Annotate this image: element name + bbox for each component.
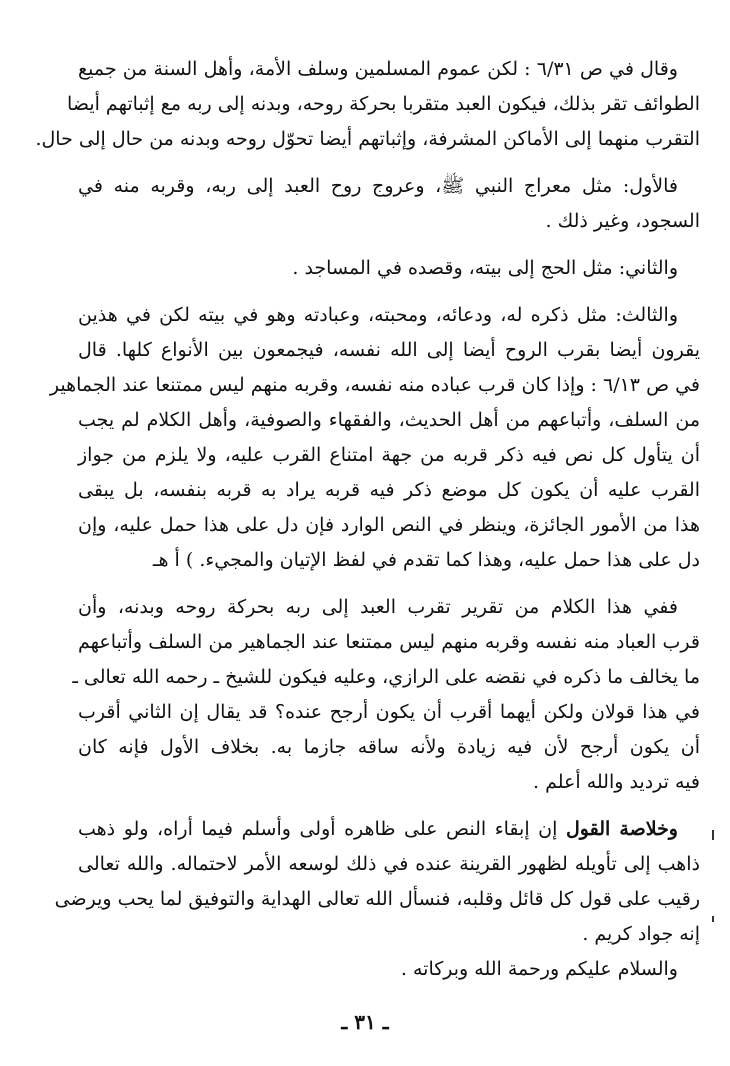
text-line: [78, 765, 700, 800]
line-text: فالأول: مثل معراج النبي ﷺ، وعروج روح العبد إلى ربه، وقربه منه في: [78, 175, 678, 197]
text-line: [78, 298, 700, 333]
text-line: [49, 368, 700, 403]
text-line: [54, 882, 700, 917]
line-text: من السلف، وأتباعهم من أهل الحديث، والفقهاء والصوفية، وأهل الكلام لم يجب: [78, 409, 700, 431]
document-body: [35, 52, 700, 987]
line-text: وقال في ص ٦/٣١ : لكن عموم المسلمين وسلف الأمة، وأهل السنة من جميع: [78, 58, 678, 80]
text-line: [67, 87, 700, 122]
line-text: يقرون أيضا بقرب الروح أيضا إلى الله نفسه، فيجمعون بين الأنواع كلها. قال: [78, 339, 700, 361]
text-line: [78, 812, 700, 847]
text-line: [78, 695, 700, 730]
line-text: أن يتأول كل نص فيه ذكر قربه من جهة امتناع القرب عليه، ولا يلزم من جواز: [78, 444, 700, 466]
bold-lead-phrase: وخلاصة القول: [565, 818, 678, 840]
line-text: أن يكون أرجح لأن فيه زيادة ولأنه ساقه جازما به. بخلاف الأول فإنه كان: [78, 736, 700, 758]
line-text: والسلام عليكم ورحمة الله وبركاته .: [400, 958, 678, 980]
paragraph-gap: [78, 578, 700, 590]
line-text: القرب عليه أن يكون كل موضع ذكر فيه قربه يراد به قربه بنفسه، بل يبقى: [78, 479, 700, 501]
text-line: [78, 508, 700, 543]
line-text: في ص ٦/١٣ : وإذا كان قرب عباده منه نفسه، وقربه منهم ليس ممتنعا عند الجماهير: [49, 374, 700, 396]
text-line: [78, 403, 700, 438]
line-text: السجود، وغير ذلك .: [545, 210, 700, 232]
line-text: الطوائف تقر بذلك، فيكون العبد متقربا بحركة روحه، وبدنه إلى ربه مع إثباتهم أيضا: [67, 93, 700, 115]
line-text: في هذا قولان ولكن أيهما أقرب أن يكون أرجح عنده؟ قد يقال إن الثاني أقرب: [78, 701, 700, 723]
line-text: ففي هذا الكلام من تقرير تقرب العبد إلى ربه بحركة روحه وبدنه، وأن: [78, 596, 678, 618]
text-line: [78, 625, 700, 660]
line-text: إن إبقاء النص على ظاهره أولى وأسلم فيما أراه، ولو ذهب: [78, 818, 566, 840]
text-line: [78, 251, 700, 286]
line-text: رقيب على قول كل قائل وقلبه، فنسأل الله تعالى الهداية والتوفيق لما يحب ويرضى: [54, 888, 700, 910]
text-line: [78, 543, 700, 578]
line-text: والثالث: مثل ذكره له، ودعائه، ومحبته، وعبادته وهو في بيته لكن في هذين: [78, 304, 678, 326]
line-text: قرب العباد منه نفسه وقربه منهم ليس ممتنعا عند الجماهير من السلف وأتباعهم: [78, 631, 700, 653]
text-line: [78, 952, 700, 987]
text-line: [35, 122, 700, 157]
line-text: ما يخالف ما ذكره في نقضه على الرازي، وعليه فيكون للشيخ ـ رحمه الله تعالى ـ: [72, 666, 700, 688]
line-text: دل على هذا حمل عليه، وهذا كما تقدم في لفظ الإتيان والمجيء. ) أ هـ: [152, 549, 700, 571]
paragraph-gap: [78, 286, 700, 298]
page-number: ـ ٣١ ـ: [341, 1010, 389, 1034]
line-text: هذا من الأمور الجائزة، وينظر في النص الوارد فإن دل على هذا حمل عليه، وإن: [78, 514, 700, 536]
line-text: إنه جواد كريم .: [582, 923, 700, 945]
line-text: فيه ترديد والله أعلم .: [533, 771, 700, 793]
scan-mark: [712, 830, 714, 840]
text-line: [78, 333, 700, 368]
text-line: [78, 590, 700, 625]
line-text: ذاهب إلى تأويله لظهور القرينة عنده في ذلك لوسعه الأمر لاحتماله. والله تعالى: [78, 853, 700, 875]
paragraph-gap: [78, 800, 700, 812]
paragraph-gap: [78, 239, 700, 251]
text-line: [78, 204, 700, 239]
text-line: [72, 660, 700, 695]
text-line: [78, 730, 700, 765]
text-line: [78, 438, 700, 473]
line-text: والثاني: مثل الحج إلى بيته، وقصده في المساجد .: [292, 257, 678, 279]
text-line: [78, 473, 700, 508]
scan-mark: [712, 916, 714, 922]
line-text: التقرب منهما إلى الأماكن المشرفة، وإثباتهم أيضا تحوّل روحه وبدنه من حال إلى حال.: [35, 128, 700, 150]
paragraph-gap: [78, 157, 700, 169]
text-line: [78, 52, 700, 87]
text-line: [78, 917, 700, 952]
text-line: [78, 847, 700, 882]
text-line: [78, 169, 700, 204]
